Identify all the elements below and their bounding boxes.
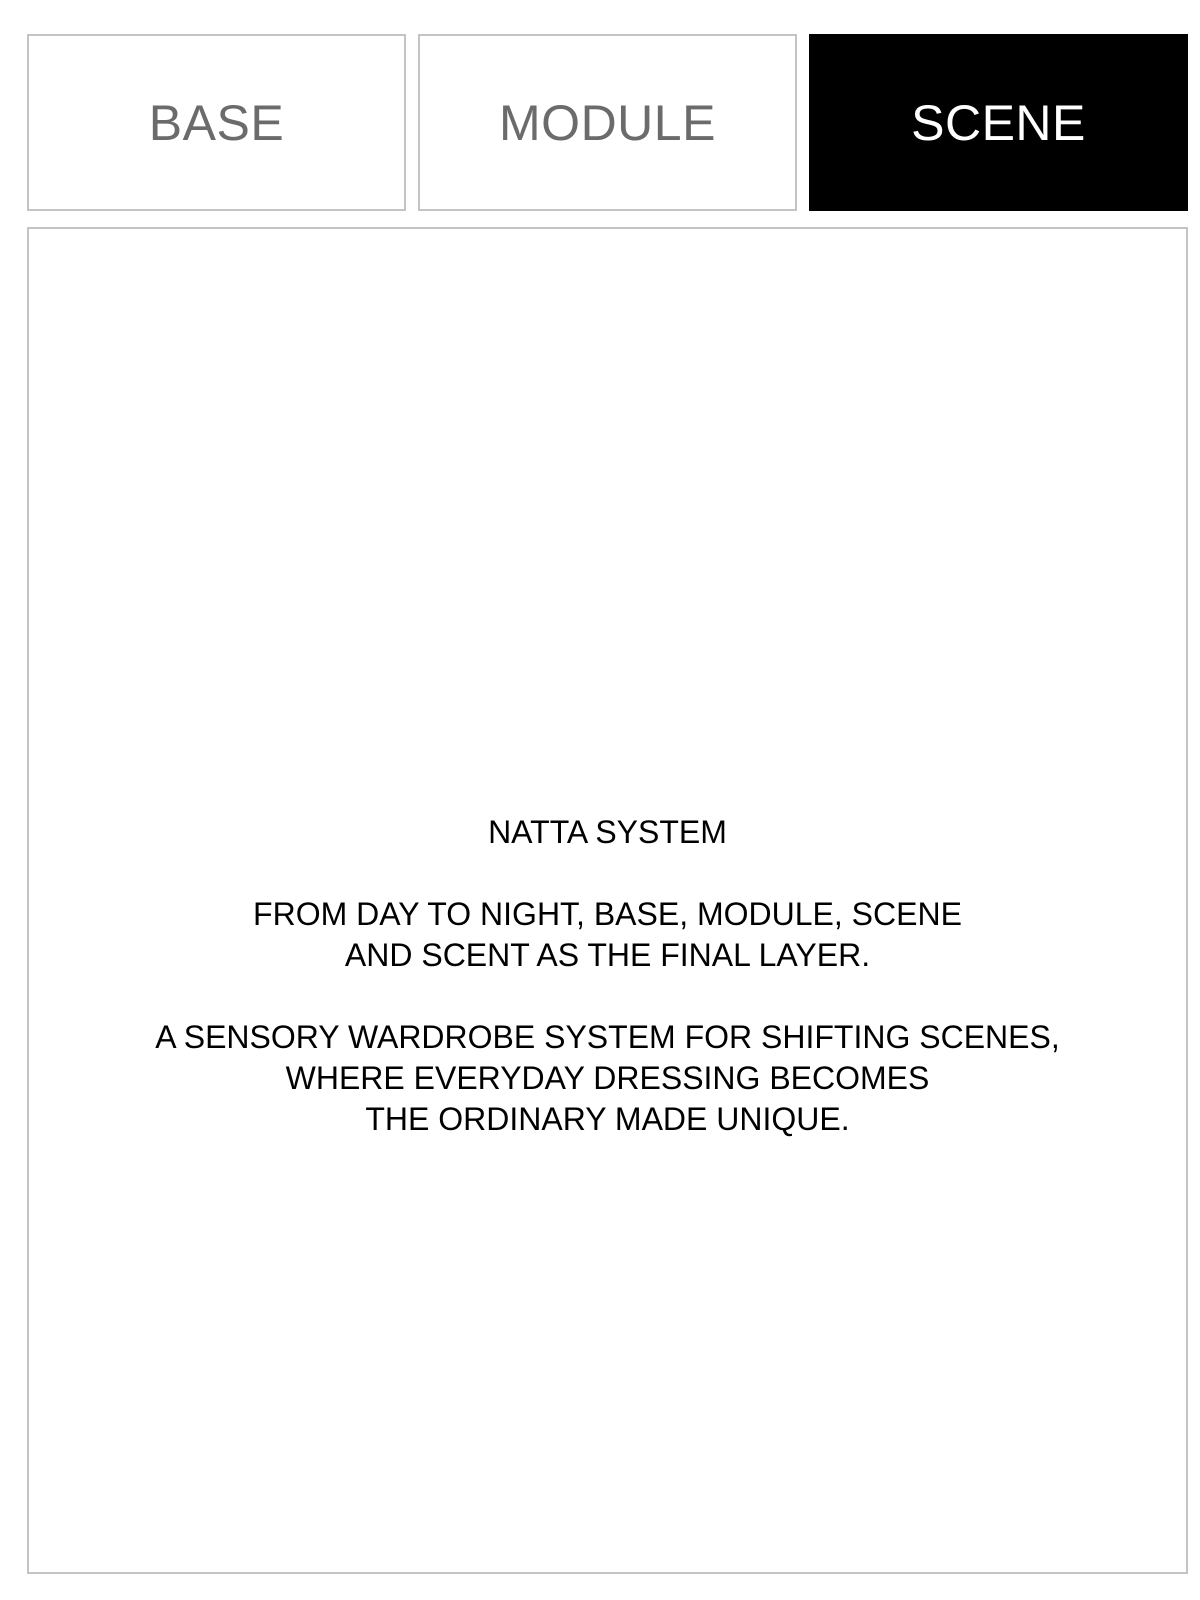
paragraph-description-line-3: THE ORDINARY MADE UNIQUE. — [365, 1100, 850, 1137]
tab-bar — [27, 34, 1188, 211]
content-panel — [27, 227, 1188, 1574]
panel-title: NATTA SYSTEM — [488, 813, 727, 850]
tab-module[interactable]: MODULE — [418, 34, 797, 211]
paragraph-intro-line-1: FROM DAY TO NIGHT, BASE, MODULE, SCENE — [253, 895, 962, 932]
tab-scene[interactable]: SCENE — [809, 34, 1188, 211]
paragraph-intro-line-2: AND SCENT AS THE FINAL LAYER. — [344, 936, 871, 973]
paragraph-description-line-1: A SENSORY WARDROBE SYSTEM FOR SHIFTING SCENES, — [155, 1018, 1060, 1055]
panel-text — [155, 812, 1059, 1140]
paragraph-description-line-2: WHERE EVERYDAY DRESSING BECOMES — [285, 1059, 930, 1096]
panel-title-block — [155, 812, 1059, 853]
paragraph-description — [155, 1017, 1059, 1140]
tab-base[interactable]: BASE — [27, 34, 406, 211]
paragraph-intro — [155, 894, 1059, 976]
